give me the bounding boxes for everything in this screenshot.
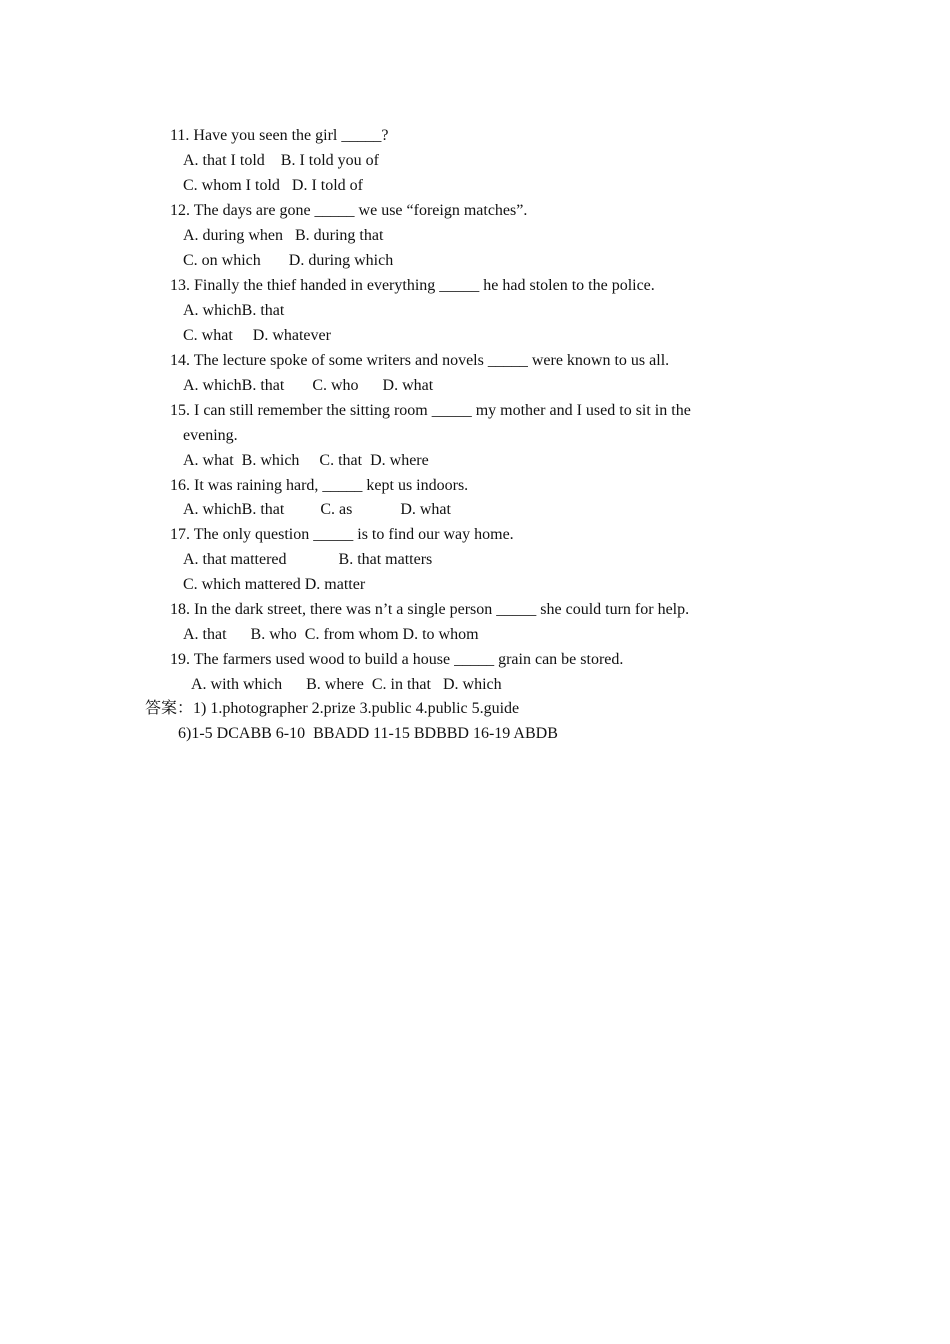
- question-17-options-2: C. which mattered D. matter: [183, 576, 366, 593]
- question-12-options-1: A. during when B. during that: [183, 227, 384, 244]
- question-13-stem: 13. Finally the thief handed in everything _____ he had stolen to the police.: [170, 277, 655, 294]
- question-17-options-1: A. that mattered B. that matters: [183, 551, 433, 568]
- question-11-stem: 11. Have you seen the girl _____?: [170, 127, 389, 144]
- question-15-options-1: A. what B. which C. that D. where: [183, 452, 429, 469]
- question-11-options-2: C. whom I told D. I told of: [183, 177, 363, 194]
- question-15-stem: 15. I can still remember the sitting room _____ my mother and I used to sit in the: [170, 402, 691, 419]
- answer-key-line-1: [145, 699, 519, 719]
- answer-key-part-1: 1) 1.photographer 2.prize 3.public 4.public 5.guide: [193, 700, 520, 717]
- question-19-stem: 19. The farmers used wood to build a house _____ grain can be stored.: [170, 651, 624, 668]
- question-19-options-1: A. with which B. where C. in that D. which: [191, 676, 502, 693]
- question-12-stem: 12. The days are gone _____ we use “foreign matches”.: [170, 202, 528, 219]
- question-14-stem: 14. The lecture spoke of some writers and novels _____ were known to us all.: [170, 352, 670, 369]
- question-18-options-1: A. that B. who C. from whom D. to whom: [183, 626, 479, 643]
- question-16-options-1: A. whichB. that C. as D. what: [183, 501, 451, 518]
- question-14-options-1: A. whichB. that C. who D. what: [183, 377, 434, 394]
- question-16-stem: 16. It was raining hard, _____ kept us indoors.: [170, 477, 469, 494]
- question-17-stem: 17. The only question _____ is to find our way home.: [170, 526, 514, 543]
- answer-key-line-2: 6)1-5 DCABB 6-10 BBADD 11-15 BDBBD 16-19 ABDB: [178, 725, 558, 742]
- question-11-options-1: A. that I told B. I told you of: [183, 152, 379, 169]
- answer-key-label: 答案：: [145, 700, 194, 717]
- question-15-stem-continuation: evening.: [183, 427, 238, 444]
- question-13-options-2: C. what D. whatever: [183, 327, 331, 344]
- question-13-options-1: A. whichB. that: [183, 302, 285, 319]
- question-12-options-2: C. on which D. during which: [183, 252, 394, 269]
- question-18-stem: 18. In the dark street, there was n’t a single person _____ she could turn for help.: [170, 601, 690, 618]
